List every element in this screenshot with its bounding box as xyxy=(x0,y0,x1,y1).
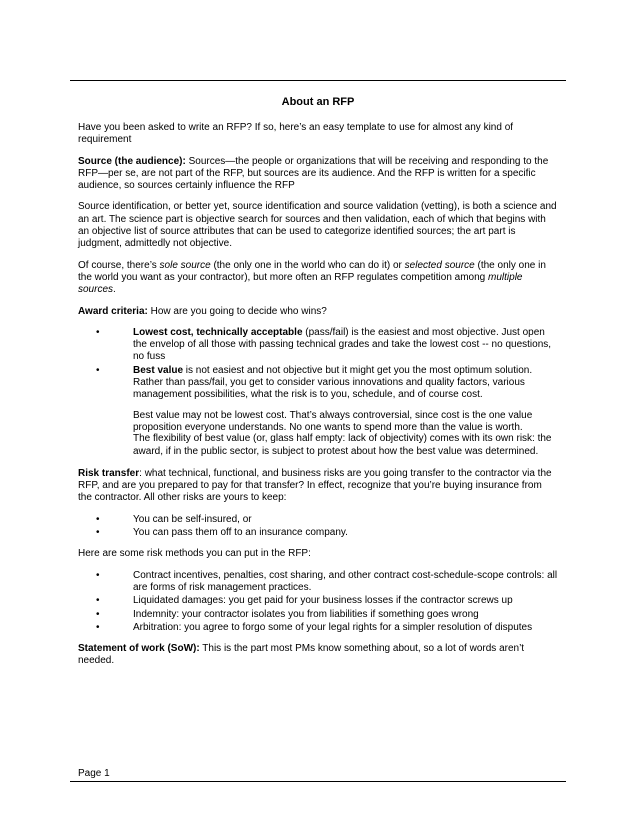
selected-source-emphasis: selected source xyxy=(404,259,475,271)
sole-source-text-3: (the only one in the world you want as your contractor), but more often an RFP regulates competition among xyxy=(78,259,546,283)
award-label: Award criteria: xyxy=(78,305,148,317)
bullet-icon: • xyxy=(96,364,100,376)
sole-source-text-4: . xyxy=(113,284,116,296)
risk-item-text: You can pass them off to an insurance company. xyxy=(133,527,348,539)
intro-paragraph: Have you been asked to write an RFP? If so, here’s an easy template to use for almost any kind of requirement xyxy=(78,122,514,146)
risk-label: Risk transfer xyxy=(78,467,140,479)
risk-item-text: You can be self-insured, or xyxy=(133,513,252,525)
page-content xyxy=(78,95,558,677)
list-item xyxy=(96,514,558,526)
risk-methods-list xyxy=(78,570,558,634)
source-text: Sources—the people or organizations that will be receiving and responding to the RFP—per se, are not part of the RFP, but sources are its audience. And the RFP is written for a specific audience, so sources certainly influence the RFP xyxy=(78,155,549,192)
award-item-text: (pass/fail) is the easiest and most objective. Just open the envelop of all those with passing technical grades and take the lowest cost -- no questions, no fuss xyxy=(133,326,552,363)
bullet-icon: • xyxy=(96,595,100,607)
best-value-paragraph-2: Best value may not be lowest cost. That’s always controversial, since cost is the one value proposition everyone understands. No one wants to spend more than the value is worth. xyxy=(133,409,533,433)
risk-text: : what technical, functional, and business risks are you going transfer to the contractor via the RFP, and are you prepared to pay for that transfer? In effect, recognize that you’re buying insurance from the contractor. All other risks are yours to keep: xyxy=(78,467,552,504)
sole-source-text-1: Of course, there’s xyxy=(78,259,160,271)
bullet-icon: • xyxy=(96,621,100,633)
source-paragraph xyxy=(78,156,558,193)
list-item xyxy=(96,527,558,539)
bullet-icon: • xyxy=(96,527,100,539)
sole-source-text-2: (the only one in the world who can do it) or xyxy=(210,259,405,271)
source-identification-paragraph: Source identification, or better yet, source identification and source validation (vetting), is both a science and an art. The science part is objective search for sources and then validation, each of which that begins with an objective list of source attributes that can be used to categorize identified sources; the art part is judgment, admittedly not objective. xyxy=(78,201,557,250)
list-item xyxy=(96,609,558,621)
list-item xyxy=(96,570,558,595)
bullet-icon: • xyxy=(96,608,100,620)
award-item-text: is not easiest and not objective but it might get you the most optimum solution. Rather than pass/fail, you get to consider various innovations and quality factors, various management possibilities, what the risk is to you, schedule, and of course cost. xyxy=(133,364,533,401)
list-item xyxy=(96,365,558,402)
risk-method-text: Arbitration: you agree to forgo some of your legal rights for a simpler resolution of disputes xyxy=(133,621,533,633)
list-item xyxy=(96,622,558,634)
sole-source-emphasis: sole source xyxy=(159,259,211,271)
award-criteria-paragraph xyxy=(78,306,558,318)
sow-text: This is the part most PMs know something about, so a lot of words aren’t needed. xyxy=(78,643,525,667)
list-item xyxy=(96,327,558,364)
award-item-label: Best value xyxy=(133,364,184,376)
page-number: Page 1 xyxy=(78,768,110,779)
sow-label: Statement of work (SoW): xyxy=(78,643,200,655)
multiple-sources-emphasis: multiple sources xyxy=(78,271,523,296)
risk-methods-intro: Here are some risk methods you can put in the RFP: xyxy=(78,548,311,560)
risk-method-text: Liquidated damages: you get paid for your business losses if the contractor screws up xyxy=(133,595,513,607)
bullet-icon: • xyxy=(96,513,100,525)
list-item xyxy=(96,595,558,607)
sole-source-paragraph xyxy=(78,260,558,297)
best-value-paragraph-3: The flexibility of best value (or, glass half empty: lack of objectivity) comes with its own risk: the award, if in the public sector, is subject to protest about how the best value was determined. xyxy=(133,433,552,457)
risk-method-text: Contract incentives, penalties, cost sharing, and other contract cost-schedule-scope controls: all are forms of risk management practices. xyxy=(133,569,558,593)
bullet-icon: • xyxy=(96,569,100,581)
source-label: Source (the audience): xyxy=(78,155,186,167)
risk-transfer-paragraph xyxy=(78,468,558,505)
statement-of-work-paragraph xyxy=(78,643,558,668)
bullet-icon: • xyxy=(96,326,100,338)
award-text: How are you going to decide who wins? xyxy=(147,305,327,317)
award-criteria-list xyxy=(78,327,558,402)
risk-method-text: Indemnity: your contractor isolates you from liabilities if something goes wrong xyxy=(133,608,479,620)
award-item-label: Lowest cost, technically acceptable xyxy=(133,326,303,338)
risk-transfer-list xyxy=(78,514,558,540)
page-title: About an RFP xyxy=(281,96,355,108)
